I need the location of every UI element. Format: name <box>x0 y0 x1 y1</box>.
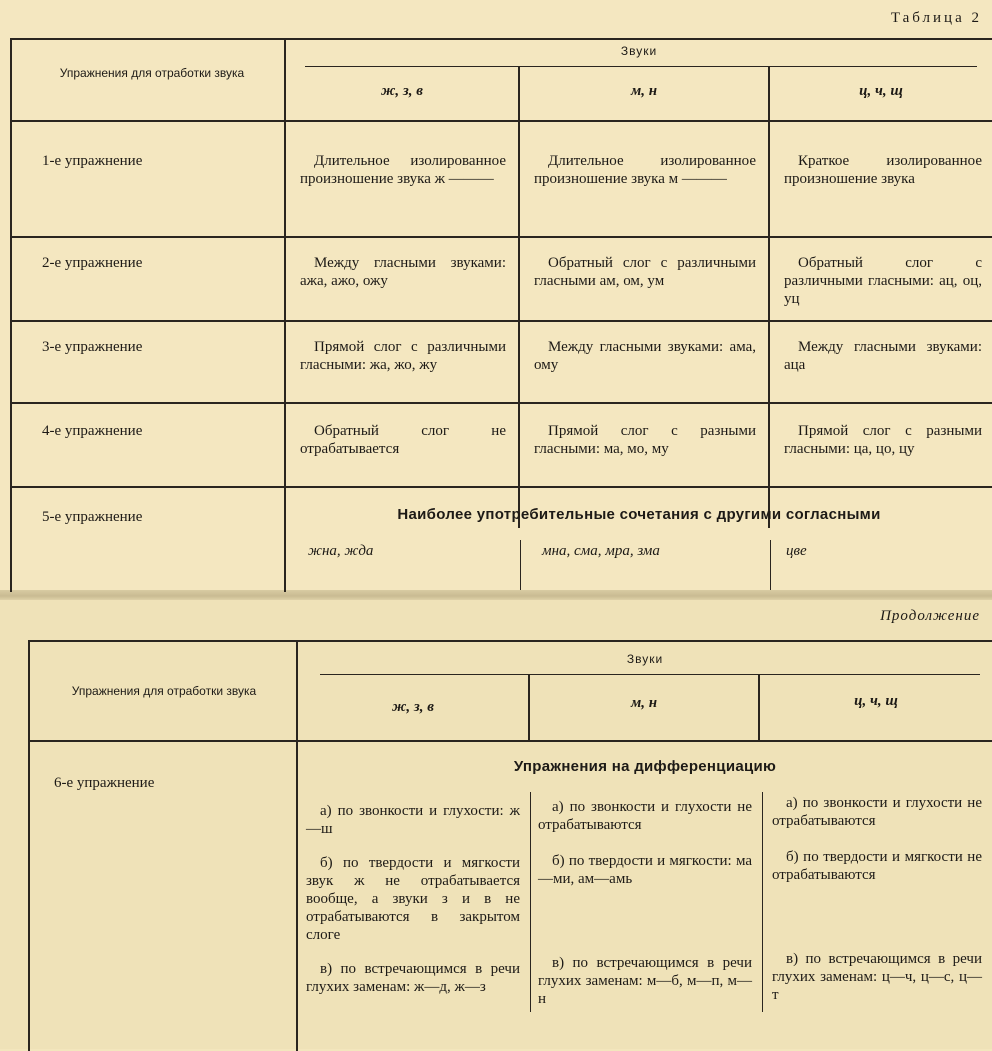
row6-divider <box>762 792 763 1012</box>
table-cell: Между гласными звуками: ама, ому <box>534 339 756 373</box>
table-cell: Обратный слог с различными гласными: ац, оц, уц <box>784 255 982 307</box>
sounds-underline <box>305 66 977 67</box>
sound-col-2-header: м, н <box>630 695 658 711</box>
table-cell: а) по звонкости и глухости не отрабатываются <box>538 799 752 833</box>
table-cell: Между гласными звуками: ажа, ажо, ожу <box>300 255 506 289</box>
row-divider <box>12 402 992 404</box>
row-label: 6-е упражнение <box>54 775 155 791</box>
table-cell: Обратный слог не отрабатывается <box>300 423 506 457</box>
row-label: 1-е упражнение <box>42 153 143 169</box>
table-cell: цве <box>786 543 807 559</box>
row-label: 2-е упражнение <box>42 255 143 271</box>
row-label: 3-е упражнение <box>42 339 143 355</box>
exercise-column-header: Упражнения для отработки звука <box>71 684 257 698</box>
table-cell: Обратный слог с различными гласными ам, ом, ум <box>534 255 756 289</box>
table-cell: в) по встречающимся в речи глухих заменам: ж—д, ж—з <box>306 961 520 995</box>
row5-divider <box>520 540 521 590</box>
table-cell: Длительное изолированное произношение звука м ——— <box>534 153 756 187</box>
exercise-column-header: Упражнения для отработки звука <box>59 66 245 80</box>
row6-span-title: Упражнения на дифференциацию <box>513 758 777 775</box>
header-bottom-line <box>12 120 992 122</box>
row-divider <box>12 320 992 322</box>
sounds-header: Звуки <box>626 652 664 666</box>
row5-span-title: Наиболее употребительные сочетания с другими согласными <box>397 506 881 523</box>
sound-col-3-header: ц, ч, щ <box>859 83 903 99</box>
table-cell: Между гласными звуками: аца <box>784 339 982 373</box>
table-caption: Таблица 2 <box>890 10 982 26</box>
table-cell: жна, жда <box>308 543 374 559</box>
row-divider <box>12 236 992 238</box>
table-cell: а) по звонкости и глухости не отрабатываются <box>772 795 982 829</box>
sounds-header: Звуки <box>620 44 658 58</box>
sound-col-1-header: ж, з, в <box>392 699 434 715</box>
col-divider <box>768 66 770 528</box>
table-cell: Прямой слог с различными гласными: жа, жо, жу <box>300 339 506 373</box>
table-cell: а) по звонкости и глухости: ж—ш <box>306 803 520 837</box>
row-divider <box>12 486 992 488</box>
continuation-caption: Продолжение <box>880 608 980 624</box>
row-label: 5-е упражнение <box>42 509 143 525</box>
row5-divider <box>770 540 771 590</box>
row-label: 4-е упражнение <box>42 423 143 439</box>
table-cell: Прямой слог с разными гласными: ма, мо, му <box>534 423 756 457</box>
table-cell: б) по твердости и мягкости: ма—ми, ам—амь <box>538 853 752 887</box>
table-cell: Прямой слог с разными гласными: ца, цо, цу <box>784 423 982 457</box>
table-cell: б) по твердости и мягкости не отрабатываются <box>772 849 982 883</box>
table-cell: мна, сма, мра, зма <box>542 543 660 559</box>
sound-col-1-header: ж, з, в <box>381 83 423 99</box>
table-cell: б) по твердости и мягкости звук ж не отрабатывается вообще, а звуки з и в не отрабатываются в закрытом слоге <box>306 855 520 943</box>
table-cell: в) по встречающимся в речи глухих заменам: м—б, м—п, м—н <box>538 955 752 1007</box>
table-part-1 <box>10 38 992 592</box>
sound-col-2-header: м, н <box>630 83 658 99</box>
header-bottom-line <box>30 740 992 742</box>
col-divider <box>518 66 520 528</box>
table-cell: Длительное изолированное произношение звука ж ——— <box>300 153 506 187</box>
table-cell: Краткое изолированное произношение звука <box>784 153 982 187</box>
sounds-underline <box>320 674 980 675</box>
sound-col-3-header: ц, ч, щ <box>854 693 898 709</box>
table-part-2 <box>28 640 992 1051</box>
row6-divider <box>530 792 531 1012</box>
table-cell: в) по встречающимся в речи глухих заменам: ц—ч, ц—с, ц—т <box>772 951 982 1003</box>
